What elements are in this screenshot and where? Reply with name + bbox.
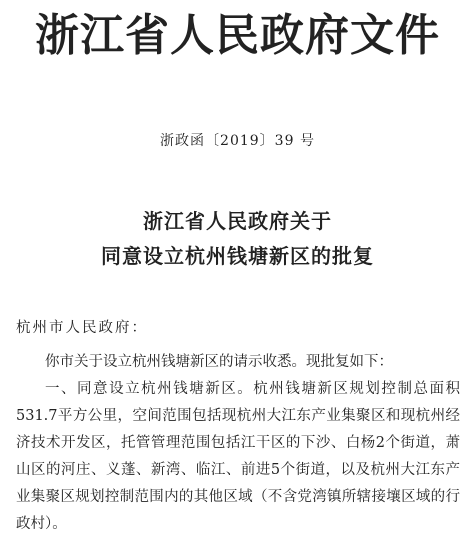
document-title-line-2: 同意设立杭州钱塘新区的批复: [101, 244, 374, 268]
document-title-line-1: 浙江省人民政府关于: [143, 209, 332, 233]
body-paragraph-1: 你市关于设立杭州钱塘新区的请示收悉。现批复如下：: [45, 354, 393, 370]
masthead-title: 浙江省人民政府文件: [35, 10, 440, 61]
document-body: [16, 349, 460, 538]
body-paragraph-2: 一、同意设立杭州钱塘新区。杭州钱塘新区规划控制总面积531.7平方公里，空间范围包括现杭州大江东产业集聚区和现杭州经济技术开发区，托管管理范围包括江干区的下沙、白杨2个街道，萧山区的河庄、义蓬、新湾、临江、前进5个街道，以及杭州大江东产业集聚区规划控制范围内的其他区域（不含党湾镇所辖接壤区域的行政村）。: [16, 381, 460, 532]
document-number: 浙政函〔2019〕39 号: [160, 133, 315, 149]
salutation: 杭州市人民政府：: [16, 320, 148, 336]
